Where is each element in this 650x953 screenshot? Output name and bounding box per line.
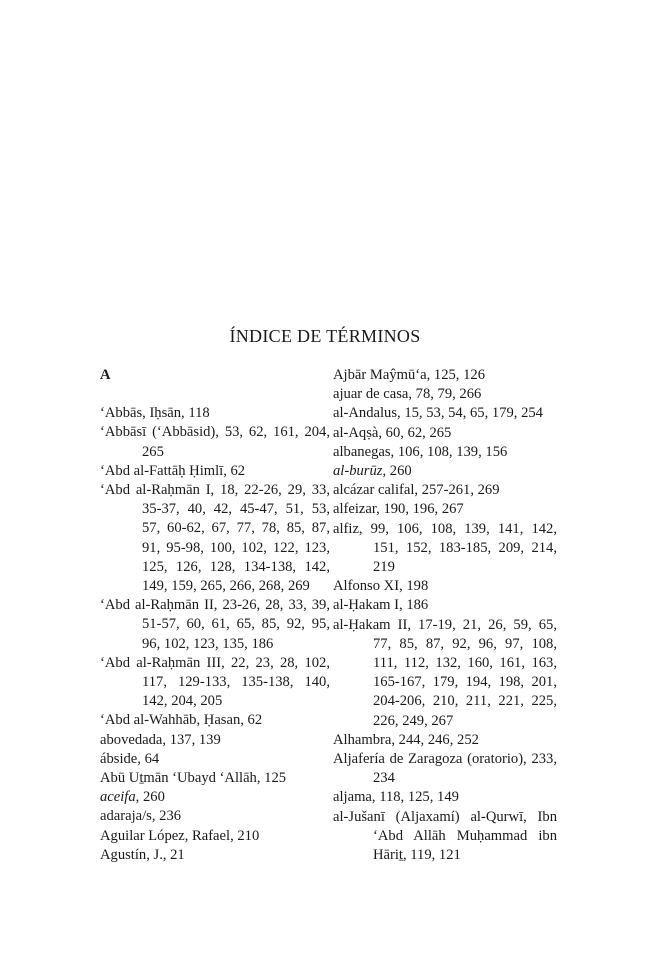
index-entry: ‘Abd al-Wahhāb, Ḥasan, 62	[100, 712, 263, 729]
index-entry: aljama, 118, 125, 149	[333, 789, 459, 806]
index-entry: al-Ḥakam I, 186	[333, 597, 429, 614]
index-entry: Abū Uṯmān ‘Ubayd ‘Allāh, 125	[100, 770, 287, 787]
index-entry: Alfonso XI, 198	[333, 578, 429, 595]
page-title: ÍNDICE DE TÉRMINOS	[229, 326, 421, 346]
index-entry: Ajbār Maŷmū‘a, 125, 126	[333, 367, 485, 383]
index-entry: ‘Abd al-Raḥmān III, 22, 23, 28, 102, 117, 129-133, 135-138, 140, 142, 204, 205	[100, 654, 330, 710]
index-entry: alfiz, 99, 106, 108, 139, 141, 142, 151, 152, 183-185, 209, 214, 219	[333, 520, 557, 576]
index-entry: ábside, 64	[100, 750, 160, 767]
index-entry: al-Aqṣà, 60, 62, 265	[333, 424, 452, 441]
index-entry: Aguilar López, Rafael, 210	[100, 827, 260, 844]
index-entry: alfeizar, 190, 196, 267	[333, 501, 464, 518]
index-entry: Alhambra, 244, 246, 252	[333, 731, 479, 748]
index-entry: ‘Abd al-Fattāḥ Ḥimlī, 62	[100, 462, 246, 479]
index-entry: ajuar de casa, 78, 79, 266	[333, 386, 482, 403]
letter-heading: A	[100, 367, 111, 383]
index-entry: ‘Abbāsī (‘Abbāsid), 53, 62, 161, 204, 265	[100, 424, 330, 460]
index-entry: ‘Abd al-Raḥmān II, 23-26, 28, 33, 39, 51-57, 60, 61, 65, 85, 92, 95, 96, 102, 123, 135, 186	[100, 597, 330, 652]
index-entry: albanegas, 106, 108, 139, 156	[333, 443, 508, 460]
index-entry: al-Andalus, 15, 53, 54, 65, 179, 254	[333, 405, 543, 422]
index-entry: Agustín, J., 21	[100, 846, 185, 863]
index-entry: Aljafería de Zaragoza (oratorio), 233, 234	[333, 751, 557, 787]
index-entry: al-burūz, 260	[333, 463, 412, 480]
index-entry: al-Jušanī (Aljaxamí) al-Qurwī, Ibn ‘Abd Allāh Muḥammad ibn Hāriṯ, 119, 121	[333, 808, 557, 864]
index-entry: abovedada, 137, 139	[100, 731, 221, 748]
index-entry: ‘Abbās, Iḥsān, 118	[100, 405, 210, 422]
index-entry: ‘Abd al-Raḥmān I, 18, 22-26, 29, 33, 35-37, 40, 42, 45-47, 51, 53, 57, 60-62, 67, 77, 78, 85, 87, 91, 95-98, 100, 102, 122, 123, 125, 126, 128, 134-138, 142, 149, 159, 265, 266, 268, 269	[100, 482, 330, 595]
index-entry: alcázar califal, 257-261, 269	[333, 482, 500, 499]
index-entry: aceifa, 260	[100, 789, 165, 806]
index-column-right	[333, 366, 557, 865]
index-entry: adaraja/s, 236	[100, 808, 182, 825]
index-entry: al-Ḥakam II, 17-19, 21, 26, 59, 65, 77, 85, 87, 92, 96, 97, 108, 111, 112, 132, 160, 161, 163, 165-167, 179, 194, 198, 201, 204-206, 210, 211, 221, 225, 226, 249, 267	[333, 616, 557, 729]
index-column-left	[100, 366, 330, 865]
